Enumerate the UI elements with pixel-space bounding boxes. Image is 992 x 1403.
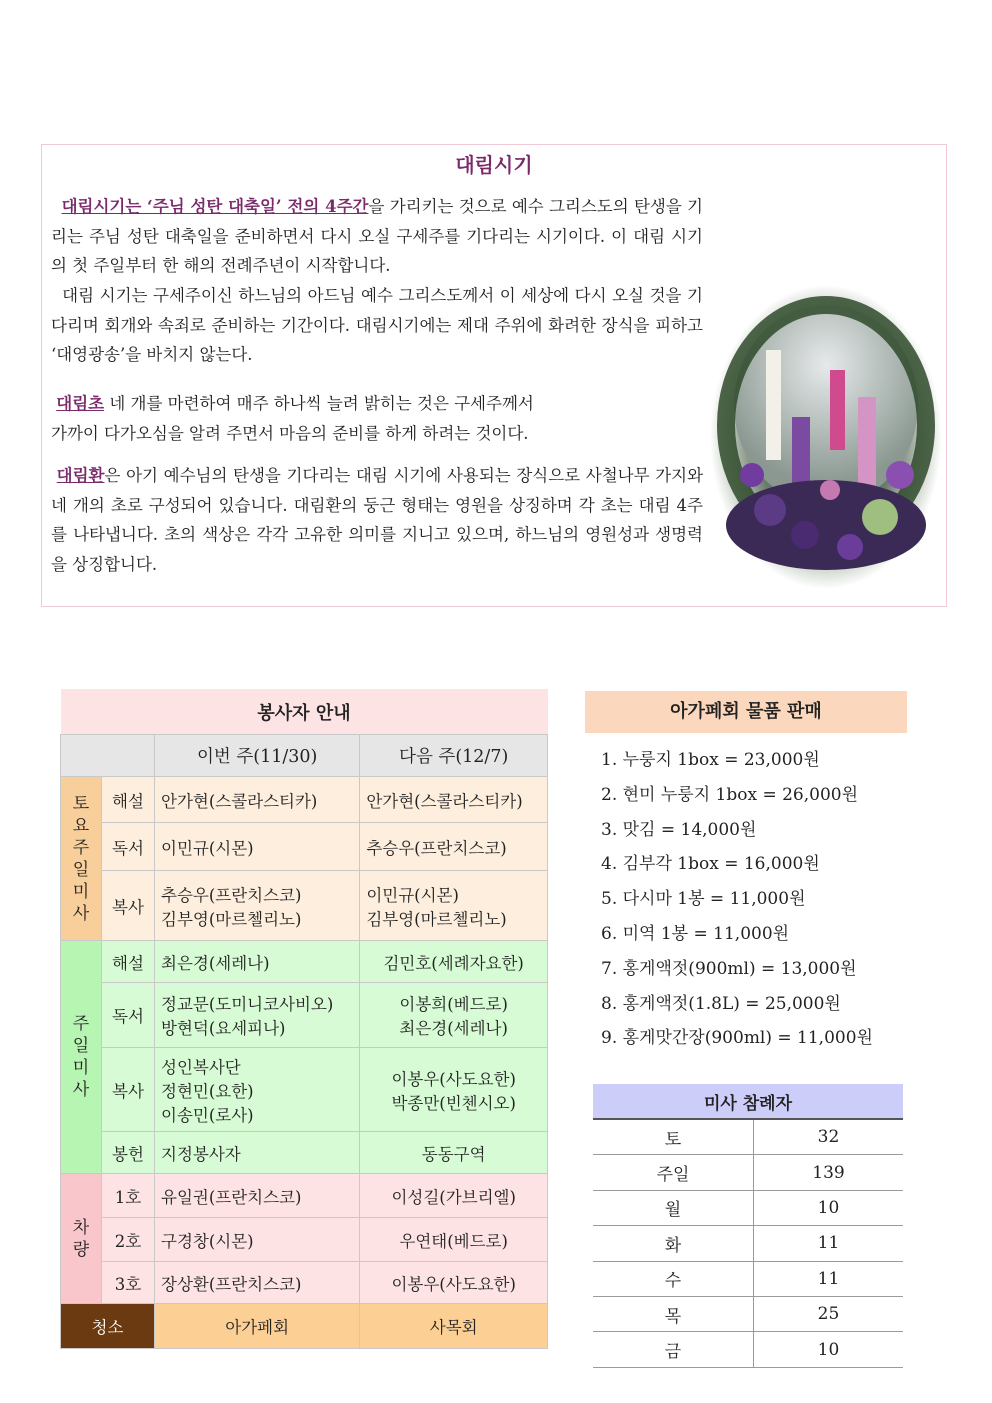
this-week-cell: 장상환(프란치스코) — [155, 1262, 360, 1304]
volunteer-name: 이송민(로사) — [161, 1105, 254, 1125]
advent-text: 가까이 다가오심을 알려 주면서 마음의 준비를 하게 하려는 것이다. — [51, 423, 529, 443]
advent-text: 네 개를 마련하여 매주 하나씩 늘려 밝히는 것은 구세주께서 — [104, 394, 534, 413]
next-week-cell: 우연태(베드로) — [360, 1218, 548, 1262]
list-item: 3. 맛김 = 14,000원 — [601, 819, 757, 840]
next-week-cell: 김민호(세례자요한) — [360, 941, 548, 983]
list-item: 8. 홍게액젓(1.8L) = 25,000원 — [601, 993, 841, 1014]
this-week-cell: 유일권(프란치스코) — [155, 1174, 360, 1218]
this-week-cell: 지정봉사자 — [155, 1132, 360, 1174]
volunteer-name: 김부영(마르첼리노) — [161, 909, 302, 929]
advent-paragraph-2 — [51, 281, 703, 370]
attendance-day: 수 — [593, 1261, 754, 1296]
volunteer-name: 이민규(시몬) — [366, 885, 459, 905]
table-row — [593, 1332, 903, 1367]
this-week-cell: 안가현(스콜라스티카) — [155, 777, 360, 823]
attendance-day: 금 — [593, 1332, 754, 1367]
role-cell: 해설 — [102, 941, 155, 983]
volunteer-name: 정교문(도미니코사비오) — [161, 995, 334, 1014]
cleaning-next-week: 사목회 — [360, 1304, 548, 1349]
table-row — [593, 1190, 903, 1225]
advent-paragraph-1 — [51, 192, 703, 281]
cleaning-label: 청소 — [61, 1304, 155, 1349]
attendance-count: 11 — [754, 1226, 904, 1261]
volunteer-name: 방현덕(요세피나) — [161, 1019, 286, 1038]
advent-text: 대림 시기는 구세주이신 하느님의 아드님 예수 그리스도께서 이 세상에 다시 오실 것을 기다리며 회개와 속죄로 준비하는 기간이다. 대림시기에는 제대 주위에 화려한 장식을 피하고 ‘대영광송’을 바치지 않는다. — [51, 286, 703, 365]
list-item: 9. 홍게맛간장(900ml) = 11,000원 — [601, 1028, 873, 1049]
list-item: 2. 현미 누룽지 1box = 26,000원 — [601, 784, 859, 805]
advent-candle-highlight: 대림초 — [56, 394, 105, 413]
advent-text: 은 아기 예수님의 탄생을 기다리는 대림 시기에 사용되는 장식으로 사철나무 가지와 네 개의 초로 구성되어 있습니다. 대림환의 둥근 형태는 영원을 상징하며 각 초는 대림 4주를 나타냅니다. 초의 색상은 각각 고유한 의미를 지니고 있으며, 하느님의 영원성과 생명력을 상징합니다. — [51, 466, 704, 575]
advent-candle-paragraph — [51, 389, 703, 448]
attendance-day: 월 — [593, 1190, 754, 1225]
volunteer-name: 추승우(프란치스코) — [161, 885, 302, 905]
attendance-count: 139 — [754, 1155, 904, 1190]
volunteer-table-title: 봉사자 안내 — [61, 689, 548, 735]
volunteer-name: 정현민(요한) — [161, 1081, 254, 1101]
next-week-cell: 이성길(가브리엘) — [360, 1174, 548, 1218]
volunteer-name: 성인복사단 — [161, 1057, 241, 1077]
attendance-count: 11 — [754, 1261, 904, 1296]
blank-header-cell — [61, 735, 155, 777]
volunteer-table — [60, 689, 548, 1349]
next-week-cell: 이봉우(사도요한) — [360, 1262, 548, 1304]
advent-section — [41, 144, 947, 607]
volunteer-name: 최은경(세레나) — [399, 1019, 508, 1038]
this-week-cell — [155, 1048, 360, 1132]
role-cell: 독서 — [102, 983, 155, 1048]
table-row — [593, 1226, 903, 1261]
volunteer-name: 김부영(마르첼리노) — [366, 909, 507, 929]
table-row — [593, 1261, 903, 1296]
list-item: 6. 미역 1봉 = 11,000원 — [601, 923, 790, 944]
role-cell: 해설 — [102, 777, 155, 823]
advent-text: 을 가리키는 것으로 예수 그리스도의 탄생을 기리는 주님 성탄 대축일을 준비하면서 다시 오실 구세주를 기다리는 시기이다. 이 대림 시기의 첫 주일부터 한 해의 전례주년이 시작합니다. — [51, 197, 703, 276]
advent-wreath-highlight: 대림환 — [56, 466, 105, 485]
role-cell: 봉헌 — [102, 1132, 155, 1174]
list-item: 4. 김부각 1box = 16,000원 — [601, 854, 820, 875]
attendance-day: 화 — [593, 1226, 754, 1261]
attendance-day: 목 — [593, 1296, 754, 1331]
list-item: 5. 다시마 1봉 = 11,000원 — [601, 889, 806, 910]
attendance-table — [593, 1084, 903, 1368]
this-week-cell: 이민규(시몬) — [155, 823, 360, 871]
this-week-cell — [155, 871, 360, 941]
role-cell: 복사 — [102, 871, 155, 941]
table-row — [593, 1155, 903, 1190]
volunteer-name: 이봉희(베드로) — [399, 995, 508, 1014]
role-cell: 3호 — [102, 1262, 155, 1304]
role-cell: 독서 — [102, 823, 155, 871]
next-week-cell: 안가현(스콜라스티카) — [360, 777, 548, 823]
advent-title: 대림시기 — [455, 153, 533, 177]
attendance-count: 32 — [754, 1119, 904, 1155]
advent-highlight: 대림시기는 ‘주님 성탄 대축일’ 전의 4주간 — [61, 197, 369, 216]
agape-sales-title: 아가페회 물품 판매 — [585, 691, 907, 733]
this-week-cell — [155, 983, 360, 1048]
attendance-day: 토 — [593, 1119, 754, 1155]
this-week-cell: 최은경(세레나) — [155, 941, 360, 983]
attendance-count: 10 — [754, 1190, 904, 1225]
next-week-cell: 동동구역 — [360, 1132, 548, 1174]
attendance-day: 주일 — [593, 1155, 754, 1190]
this-week-cell: 구경창(시몬) — [155, 1218, 360, 1262]
advent-wreath-image — [710, 285, 942, 590]
cleaning-this-week: 아가페회 — [155, 1304, 360, 1349]
next-week-cell — [360, 871, 548, 941]
role-cell: 복사 — [102, 1048, 155, 1132]
list-item: 7. 홍게액젓(900ml) = 13,000원 — [601, 958, 857, 979]
volunteer-name: 박종만(빈첸시오) — [391, 1093, 516, 1113]
attendance-title: 미사 참례자 — [593, 1084, 903, 1119]
next-week-cell — [360, 983, 548, 1048]
role-cell: 2호 — [102, 1218, 155, 1262]
table-row — [593, 1296, 903, 1331]
this-week-header: 이번 주(11/30) — [155, 735, 360, 777]
next-week-cell: 추승우(프란치스코) — [360, 823, 548, 871]
saturday-mass-group: 토 요 주 일 미 사 — [61, 777, 102, 941]
attendance-count: 25 — [754, 1296, 904, 1331]
volunteer-name: 이봉우(사도요한) — [391, 1069, 516, 1089]
car-group: 차 량 — [61, 1174, 102, 1304]
next-week-header: 다음 주(12/7) — [360, 735, 548, 777]
table-row — [593, 1119, 903, 1155]
sunday-mass-group: 주 일 미 사 — [61, 941, 102, 1174]
advent-wreath-paragraph — [51, 461, 703, 580]
attendance-count: 10 — [754, 1332, 904, 1367]
agape-sales-list — [601, 743, 873, 1056]
list-item: 1. 누룽지 1box = 23,000원 — [601, 750, 820, 770]
role-cell: 1호 — [102, 1174, 155, 1218]
next-week-cell — [360, 1048, 548, 1132]
